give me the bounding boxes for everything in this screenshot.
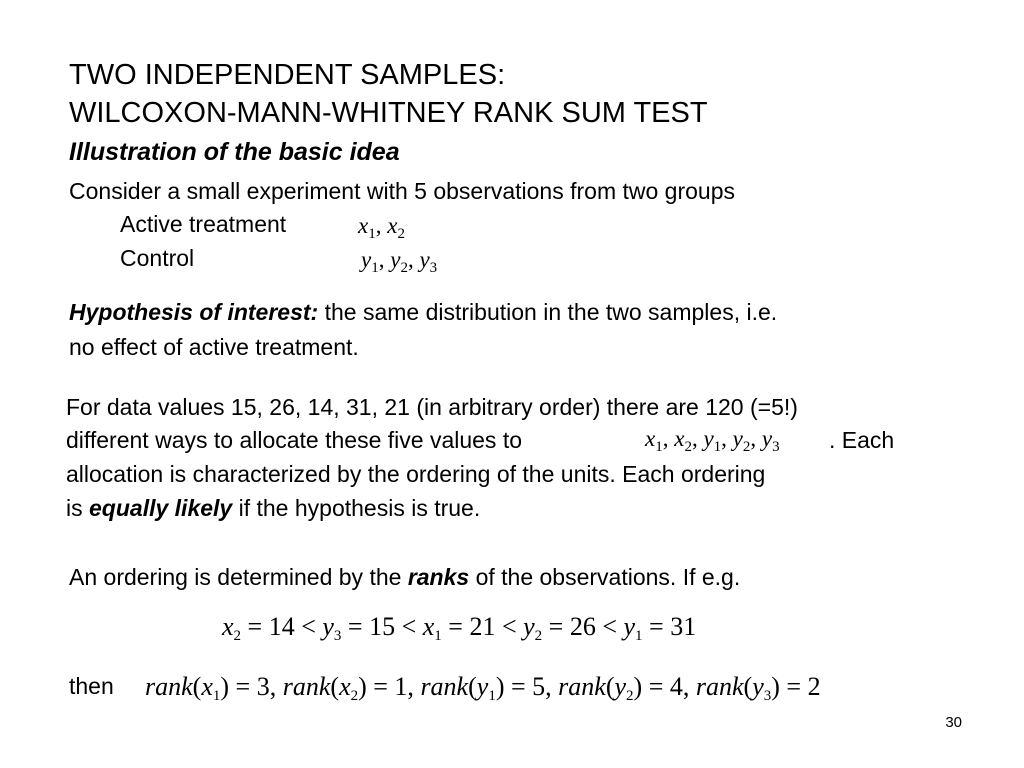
para2-line-4-after: if the hypothesis is true.: [238, 495, 481, 521]
para3-emphasis: ranks: [407, 564, 470, 590]
title-line-2: WILCOXON-MANN-WHITNEY RANK SUM TEST: [69, 97, 708, 129]
para2-emphasis: equally likely: [89, 495, 233, 521]
then-label: then: [69, 673, 114, 699]
para3: [69, 564, 740, 591]
intro-text: Consider a small experiment with 5 observations from two groups: [69, 178, 736, 204]
para2-allocation-vars: $x_1$, $x_2$, $y_1$, $y_2$, $y_3$: [645, 426, 780, 455]
ordering-equation: $x_2 = 14 < y_3 = 15 < x_1 = 21 < y_2 = 26 < y_1 = 31$: [222, 612, 697, 644]
hypothesis-line-1: [69, 299, 777, 326]
subtitle: Illustration of the basic idea: [69, 138, 400, 166]
para2-line-3: allocation is characterized by the ordering of the units. Each ordering: [66, 461, 766, 487]
para2-line-4-before: is: [66, 495, 83, 521]
hypothesis-text-2: no effect of active treatment.: [69, 334, 359, 360]
rank-equation: $rank(x_1) = 3$, $rank(x_2) = 1$, $rank(y_1) = 5$, $rank(y_2) = 4$, $rank(y_3) = 2$: [145, 672, 821, 704]
hypothesis-text-1: the same distribution in the two samples, i.e.: [324, 299, 778, 325]
para2-line-2-after: . Each: [829, 427, 895, 453]
para3-after: of the observations. If e.g.: [475, 564, 741, 590]
para2-line-1: For data values 15, 26, 14, 31, 21 (in arbitrary order) there are 120 (=5!): [66, 394, 798, 420]
para2-line-4: [66, 495, 480, 522]
slide-number: 30: [945, 714, 962, 731]
para2-line-2: different ways to allocate these five values to: [66, 427, 523, 453]
group-control-label: Control: [120, 245, 195, 271]
title-line-1: TWO INDEPENDENT SAMPLES:: [69, 59, 506, 91]
hypothesis-label: Hypothesis of interest:: [69, 299, 319, 325]
group-active-label: Active treatment: [120, 211, 287, 237]
group-control-vars: $y_1$, $y_2$, $y_3$: [361, 247, 438, 276]
para3-before: An ordering is determined by the: [69, 564, 402, 590]
group-active-vars: $x_1$, $x_2$: [358, 213, 405, 242]
